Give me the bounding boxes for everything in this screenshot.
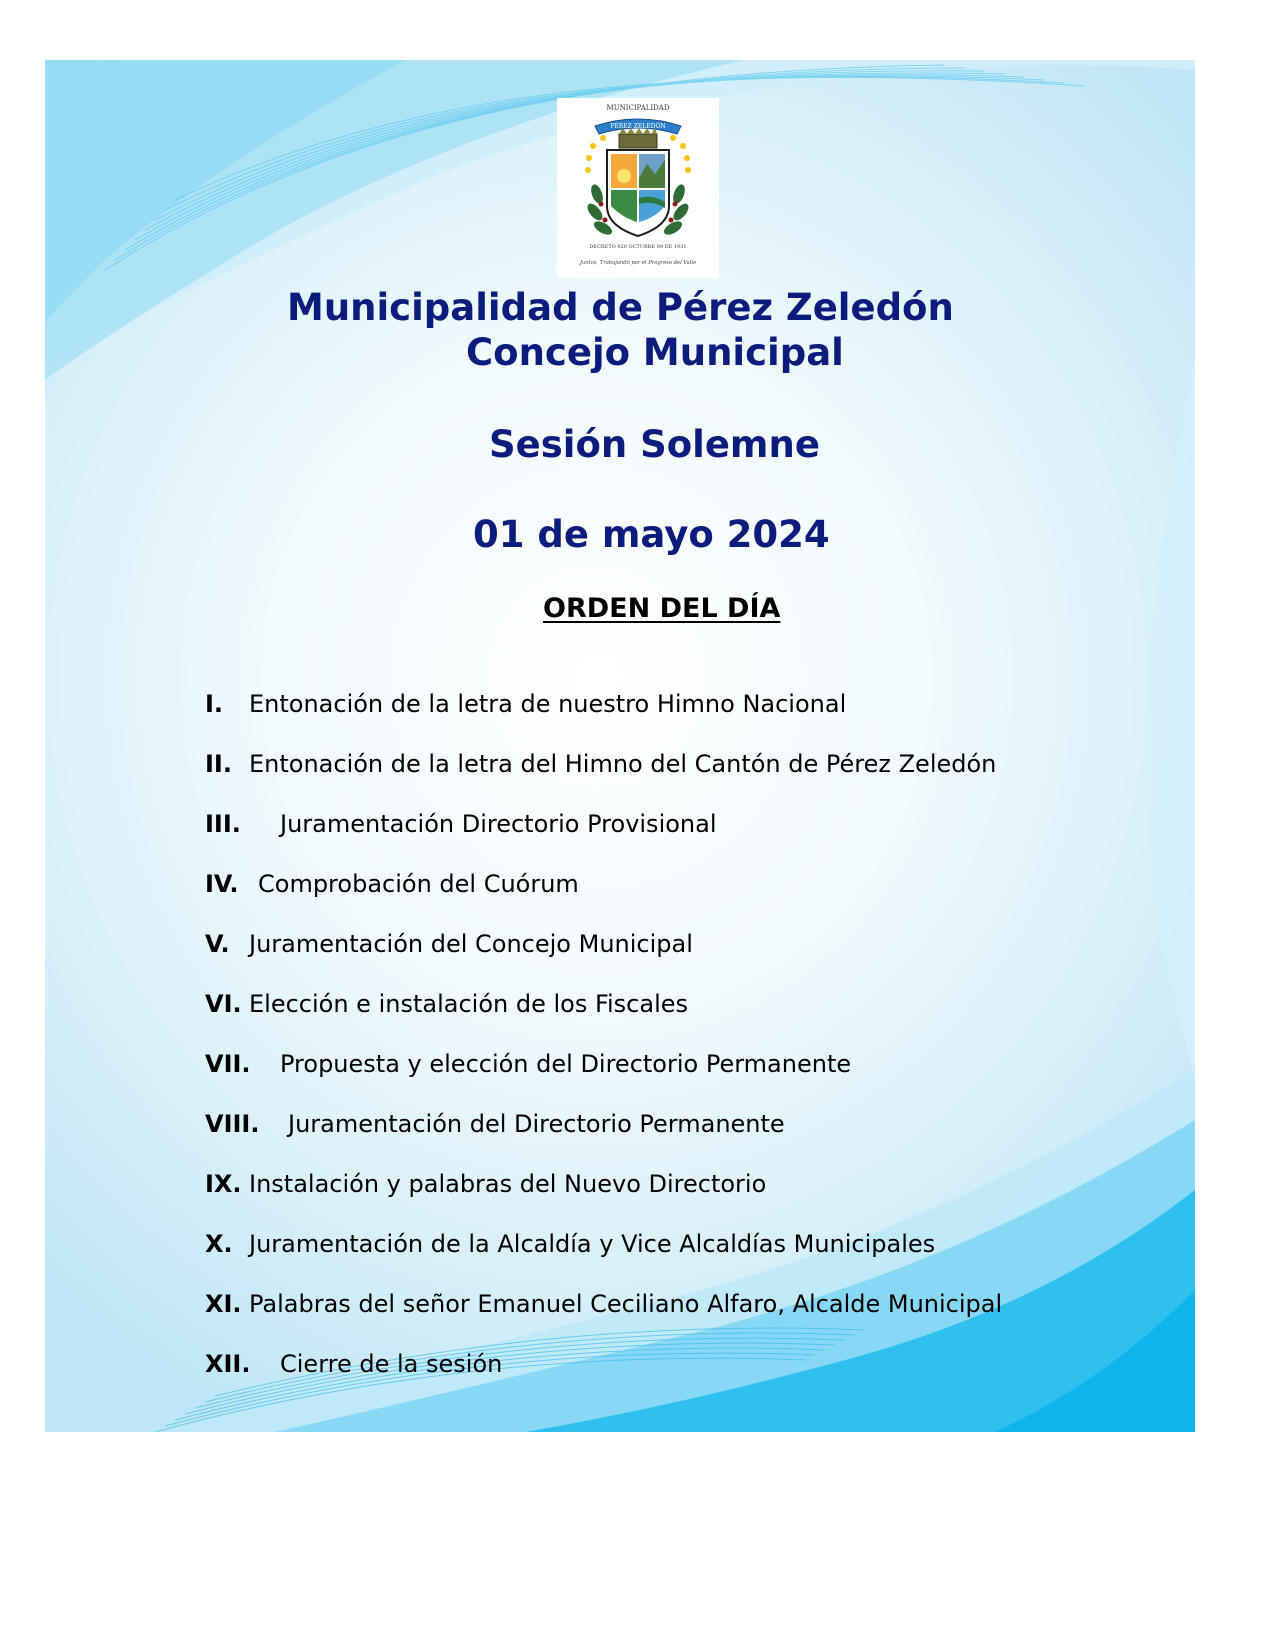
- agenda-item-text: Entonación de la letra de nuestro Himno Nacional: [249, 690, 847, 718]
- agenda-item-text: Elección e instalación de los Fiscales: [249, 990, 689, 1018]
- agenda-item-text: Comprobación del Cuórum: [258, 870, 579, 898]
- agenda-item-number: V.: [205, 930, 230, 958]
- agenda-item-number: II.: [205, 750, 232, 778]
- agenda-heading: ORDEN DEL DÍA: [543, 593, 781, 624]
- agenda-item-number: IV.: [205, 870, 239, 898]
- agenda-item-text: Entonación de la letra del Himno del Cantón de Pérez Zeledón: [249, 750, 997, 778]
- municipal-seal: [557, 98, 719, 278]
- agenda-item-number: IX.: [205, 1170, 242, 1198]
- agenda-item-number: III.: [205, 810, 241, 838]
- agenda-item-number: X.: [205, 1230, 233, 1258]
- coat-of-arms-icon: [557, 98, 719, 278]
- council-title: Concejo Municipal: [466, 331, 844, 374]
- agenda-item-text: Cierre de la sesión: [280, 1350, 503, 1378]
- seal-top-text: MUNICIPALIDAD: [606, 104, 670, 112]
- agenda-item-text: Juramentación del Directorio Permanente: [288, 1110, 785, 1138]
- agenda-item-text: Instalación y palabras del Nuevo Directorio: [249, 1170, 767, 1198]
- seal-decree-text: DECRETO 920 OCTUBRE 09 DE 1931: [589, 244, 687, 250]
- seal-ribbon-text: PÉREZ ZELEDÓN: [610, 123, 666, 130]
- agenda-item-text: Propuesta y elección del Directorio Permanente: [280, 1050, 852, 1078]
- agenda-item-number: XII.: [205, 1350, 251, 1378]
- session-date: 01 de mayo 2024: [473, 513, 830, 556]
- municipality-title: Municipalidad de Pérez Zeledón: [287, 286, 954, 329]
- agenda-item-number: XI.: [205, 1290, 242, 1318]
- agenda-item-number: VIII.: [205, 1110, 260, 1138]
- agenda-item-number: VII.: [205, 1050, 251, 1078]
- agenda-item-text: Palabras del señor Emanuel Ceciliano Alfaro, Alcalde Municipal: [249, 1290, 1003, 1318]
- session-title: Sesión Solemne: [489, 423, 820, 466]
- agenda-item-number: I.: [205, 690, 224, 718]
- agenda-item-text: Juramentación del Concejo Municipal: [249, 930, 693, 958]
- agenda-item-number: VI.: [205, 990, 242, 1018]
- agenda-item-text: Juramentación de la Alcaldía y Vice Alcaldías Municipales: [249, 1230, 936, 1258]
- agenda-item-text: Juramentación Directorio Provisional: [280, 810, 717, 838]
- seal-motto-text: Juntos, Trabajando por el Progreso del Valle: [579, 260, 697, 266]
